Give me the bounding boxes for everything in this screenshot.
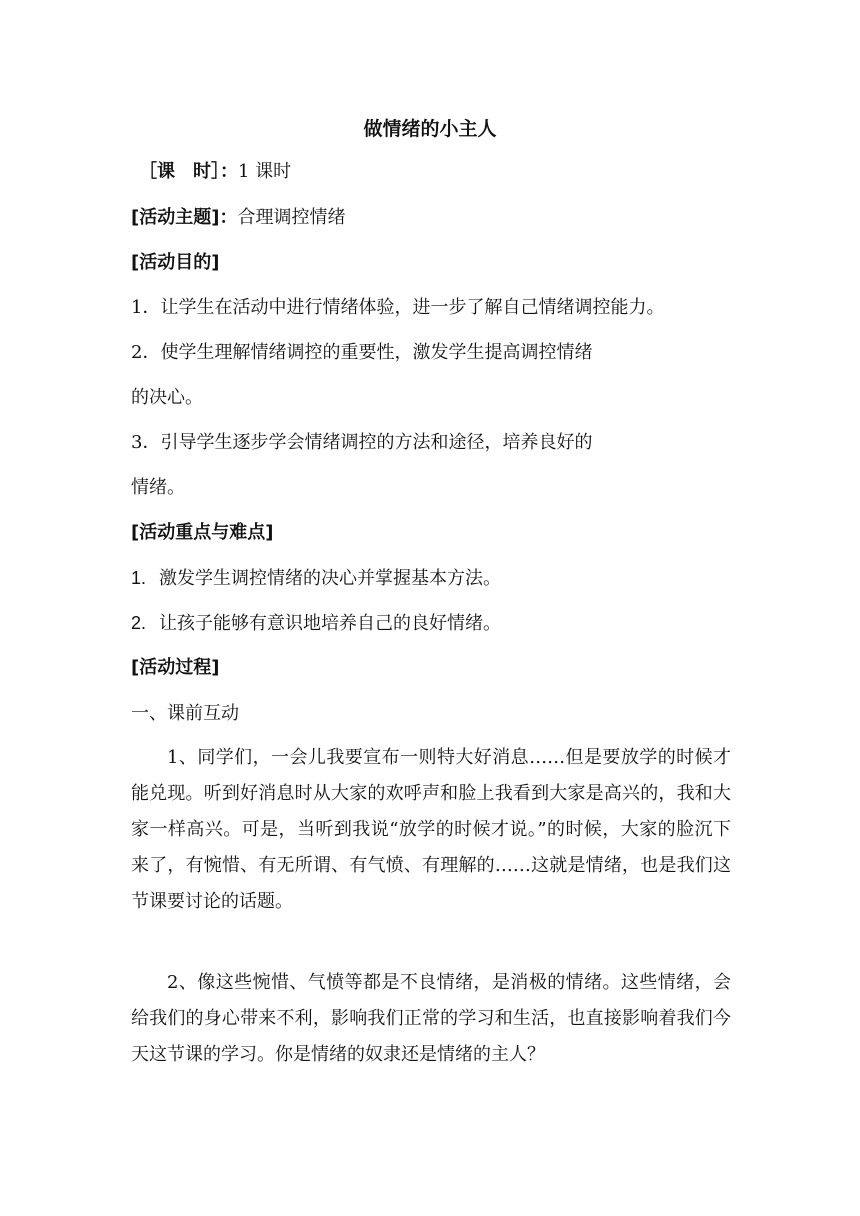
key-point-number: 2.	[131, 613, 147, 633]
goal-item: 3．引导学生逐步学会情绪调控的方法和途径，培养良好的	[131, 432, 593, 453]
goal-item-continued: 情绪。	[131, 477, 185, 498]
theme-label: [活动主题]：	[131, 207, 238, 228]
goal-item: 2．使学生理解情绪调控的重要性，激发学生提高调控情绪	[131, 342, 593, 363]
key-point-item	[131, 566, 501, 591]
goal-item-continued: 的决心。	[131, 387, 203, 408]
key-point-text: 激发学生调控情绪的决心并掌握基本方法。	[159, 568, 501, 589]
section-heading: 一、课前互动	[131, 703, 239, 724]
key-points-heading: [活动重点与难点]	[131, 522, 274, 543]
paragraph: 2、像这些惋惜、气愤等都是不良情绪，是消极的情绪。这些情绪，会给我们的身心带来不利，影响我们正常的学习和生活，也直接影响着我们今天这节课的学习。你是情绪的奴隶还是情绪的主人？	[131, 972, 731, 1065]
goals-heading: [活动目的]	[131, 252, 220, 273]
document-title: 做情绪的小主人	[363, 118, 497, 140]
key-point-number: 1.	[131, 568, 147, 588]
theme-line	[131, 206, 345, 230]
process-heading: [活动过程]	[131, 657, 220, 678]
period-line	[139, 160, 291, 184]
key-point-text: 让孩子能够有意识地培养自己的良好情绪。	[159, 613, 501, 634]
theme-value: 合理调控情绪	[237, 207, 346, 228]
key-point-item	[131, 611, 501, 636]
goal-item: 1．让学生在活动中进行情绪体验，进一步了解自己情绪调控能力。	[131, 297, 665, 318]
period-value: 1 课时	[238, 161, 292, 182]
period-label: ［课 时］：	[139, 161, 238, 182]
paragraph: 1、同学们，一会儿我要宣布一则特大好消息……但是要放学的时候才能兑现。听到好消息时从大家的欢呼声和脸上我看到大家是高兴的，我和大家一样高兴。可是，当听到我说“放学的时候才说。”的时候，大家的脸沉下来了，有惋惜、有无所谓、有气愤、有理解的……这就是情绪，也是我们这节课要讨论的话题。	[131, 747, 731, 912]
